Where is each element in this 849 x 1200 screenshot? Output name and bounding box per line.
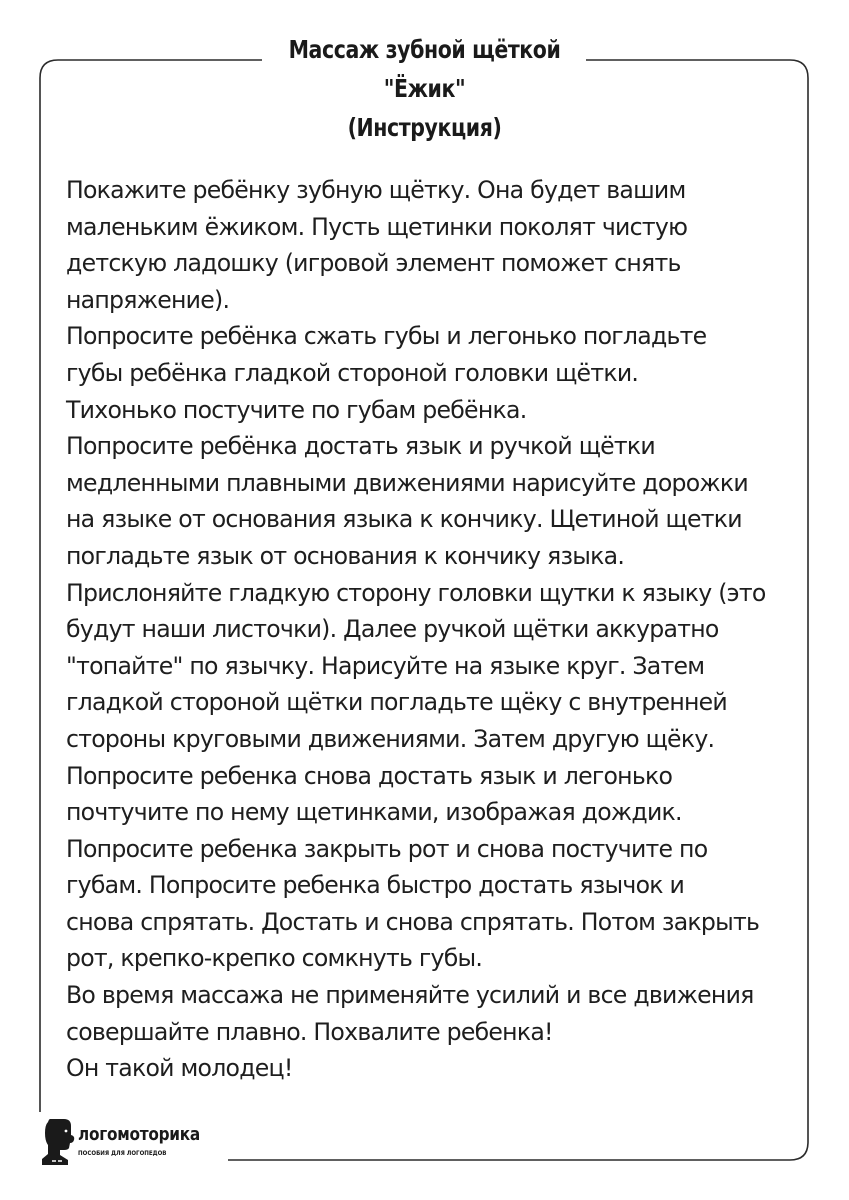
text-line: совершайте плавно. Похвалите ребенка! <box>66 1017 553 1046</box>
text-line: погладьте язык от основания к кончику языка. <box>66 541 625 570</box>
text-line: губы ребёнка гладкой стороной головки щётки. <box>66 358 639 387</box>
text-line: напряжение). <box>66 285 230 314</box>
text-line: Во время массажа не применяйте усилий и все движения <box>66 981 754 1010</box>
text-line: Попросите ребёнка сжать губы и легонько погладьте <box>66 322 707 351</box>
page-title <box>0 30 849 147</box>
text-line: стороны круговыми движениями. Затем другую щёку. <box>66 724 715 753</box>
title-line-2: "Ёжик" <box>383 74 466 103</box>
text-line: на языке от основания языка к кончику. Щетиной щетки <box>66 505 742 534</box>
brand-logo <box>40 1115 240 1165</box>
text-line: Тихонько постучите по губам ребёнка. <box>66 395 527 424</box>
text-line: почтучите по нему щетинками, изображая дождик. <box>66 798 682 827</box>
text-line: рот, крепко-крепко сомкнуть губы. <box>66 944 483 973</box>
title-line-1: Массаж зубной щёткой <box>288 35 561 64</box>
text-line: маленьким ёжиком. Пусть щетинки поколят чистую <box>66 212 688 241</box>
text-line: гладкой стороной щётки погладьте щёку с внутренней <box>66 688 728 717</box>
text-line: детскую ладошку (игровой элемент поможет снять <box>66 249 681 278</box>
title-line-3: (Инструкция) <box>347 113 502 142</box>
logo-tagline: ПОСОБИЯ ДЛЯ ЛОГОПЕДОВ <box>78 1149 167 1157</box>
child-silhouette-speech-icon <box>40 1115 76 1165</box>
instruction-text <box>66 172 806 1087</box>
text-line: Попросите ребенка снова достать язык и легонько <box>66 761 673 790</box>
text-line: Прислоняйте гладкую сторону головки щутки к языку (это <box>66 578 766 607</box>
text-line: снова спрятать. Достать и снова спрятать. Потом закрыть <box>66 907 760 936</box>
logo-name: логомоторика <box>78 1124 200 1145</box>
text-line: Покажите ребёнку зубную щётку. Она будет вашим <box>66 176 686 204</box>
text-line: Попросите ребёнка достать язык и ручкой щётки <box>66 432 656 461</box>
text-line: медленными плавными движениями нарисуйте дорожки <box>66 468 749 497</box>
text-line: "топайте" по язычку. Нарисуйте на языке круг. Затем <box>66 651 705 680</box>
text-line: будут наши листочки). Далее ручкой щётки аккуратно <box>66 615 719 644</box>
text-line: Он такой молодец! <box>66 1054 293 1083</box>
text-line: губам. Попросите ребенка быстро достать язычок и <box>66 871 685 900</box>
text-line: Попросите ребенка закрыть рот и снова постучите по <box>66 834 708 863</box>
